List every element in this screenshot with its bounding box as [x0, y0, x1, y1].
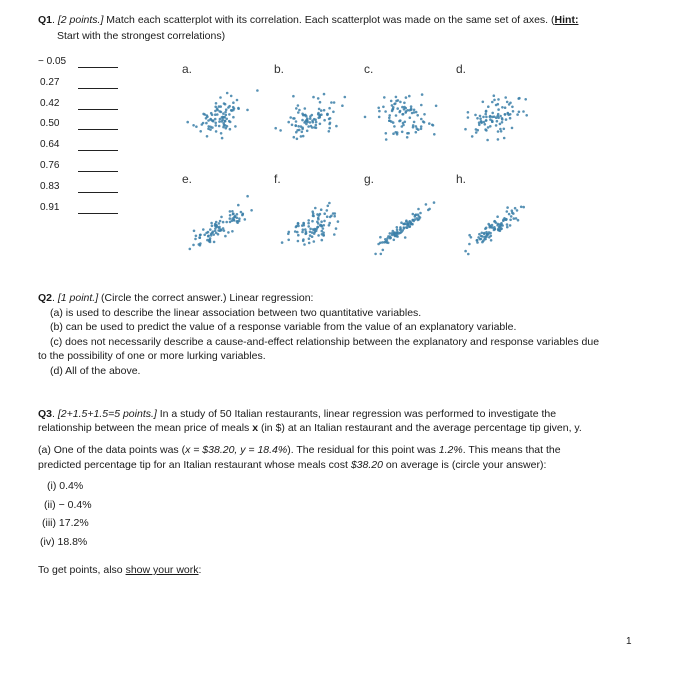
q3-heading: Q3. [2+1.5+1.5=5 points.] In a study of 50 Italian restaurants, linear regression was performed to investigate the — [38, 408, 557, 420]
q3-text-part: relationship between the mean price of meals — [38, 422, 253, 434]
answer-blank[interactable] — [78, 129, 118, 130]
plot-label: c. — [364, 62, 374, 76]
scatter-dots — [362, 80, 442, 150]
scatterplot-a — [180, 62, 260, 142]
q1-heading: Q1. [2 points.] Match each scatterplot with its correlation. Each scatterplot was made on the same set of axes. (Hint: — [38, 14, 579, 26]
plot-label: a. — [182, 62, 193, 76]
plot-label: d. — [456, 62, 467, 76]
q2-heading: Q2. [1 point.] (Circle the correct answer.) Linear regression: — [38, 292, 314, 304]
scatterplot-h — [454, 172, 534, 252]
correlation-row — [40, 160, 130, 176]
answer-blank[interactable] — [78, 192, 118, 193]
show-work-instruction — [38, 563, 201, 577]
scatter-dots — [272, 80, 352, 150]
q3a-text: predicted percentage tip for an Italian restaurant whose meals cost — [38, 459, 351, 471]
q3a-text: . This means that the — [462, 444, 561, 456]
scatterplot-c — [362, 62, 442, 142]
answer-blank[interactable] — [78, 88, 118, 89]
q3a-data-point: x = $38.20, y = 18.4% — [185, 444, 288, 456]
q2-option-a[interactable]: (a) is used to describe the linear association between two quantitative variables. — [50, 307, 422, 319]
correlation-value: − 0.05 — [38, 56, 67, 67]
scatter-dots — [454, 190, 534, 260]
plot-label: g. — [364, 172, 375, 186]
scatter-dots — [454, 80, 534, 150]
q3a-choice-i[interactable]: (i) 0.4% — [47, 480, 84, 492]
q3-text-part: (in $) at an Italian restaurant and the average percentage tip given, y. — [258, 422, 582, 434]
q2-points: [1 point.] — [57, 292, 99, 304]
scatter-dots — [180, 80, 260, 150]
q3a-text: on average is (circle your answer): — [382, 459, 547, 471]
scatter-dots — [272, 190, 352, 260]
scatterplot-b — [272, 62, 352, 142]
correlation-row — [40, 98, 130, 114]
q2-option-b[interactable]: (b) can be used to predict the value of a response variable from the value of an explanatory variable. — [50, 321, 517, 333]
q2-option-c-cont: to the possibility of one or more lurking variables. — [38, 350, 266, 362]
q3-variable-x: x — [252, 422, 259, 434]
q1-text: Match each scatterplot with its correlation. Each scatterplot was made on the same set of axes. ( — [103, 14, 555, 26]
scatterplot-d — [454, 62, 534, 142]
answer-blank[interactable] — [78, 150, 118, 151]
plot-label: h. — [456, 172, 467, 186]
correlation-value: 0.64 — [40, 139, 60, 150]
scatter-dots — [180, 190, 260, 260]
correlation-value: 0.76 — [40, 160, 60, 171]
correlation-row — [40, 77, 130, 93]
correlation-value: 0.91 — [40, 202, 60, 213]
q2-option-c[interactable]: (c) does not necessarily describe a cause-and-effect relationship between the explanatory and response variables due — [50, 336, 600, 348]
q3a-text: ). The residual for this point was — [287, 444, 439, 456]
plot-label: b. — [274, 62, 285, 76]
correlation-value: 0.50 — [40, 118, 60, 129]
correlation-value: 0.83 — [40, 181, 60, 192]
answer-blank[interactable] — [78, 213, 118, 214]
q1-points: [2 points.] — [57, 14, 104, 26]
scatter-dots — [362, 190, 442, 260]
q2-label: Q2 — [38, 292, 53, 304]
correlation-row — [40, 202, 130, 218]
correlation-value: 0.27 — [40, 77, 60, 88]
q1-hint: Hint: — [554, 14, 579, 26]
q3a-residual: 1.2% — [438, 444, 463, 456]
q3a-choice-iv[interactable]: (iv) 18.8% — [40, 536, 88, 548]
q3-label: Q3 — [38, 408, 53, 420]
q1-hint-text: Start with the strongest correlations) — [57, 30, 226, 42]
show-work-text: : — [198, 564, 202, 576]
q3a-line1 — [38, 443, 561, 457]
q3a-choice-iii[interactable]: (iii) 17.2% — [42, 517, 89, 529]
show-work-text: To get points, also — [38, 564, 126, 576]
q3-points: [2+1.5+1.5=5 points.] — [57, 408, 157, 420]
scatterplot-f — [272, 172, 352, 252]
correlation-value: 0.42 — [40, 98, 60, 109]
q3a-choice-ii[interactable]: (ii) − 0.4% — [44, 499, 92, 511]
plot-label: f. — [274, 172, 281, 186]
answer-blank[interactable] — [78, 67, 118, 68]
scatterplot-e — [180, 172, 260, 252]
q3-text: In a study of 50 Italian restaurants, linear regression was performed to investigate the — [156, 408, 557, 420]
q3-text-line2 — [38, 421, 582, 435]
q3a-price: $38.20 — [350, 459, 383, 471]
q3a-text: (a) One of the data points was ( — [38, 444, 186, 456]
scatterplot-g — [362, 172, 442, 252]
page-number: 1 — [626, 636, 632, 647]
q2-text: (Circle the correct answer.) Linear regression: — [98, 292, 314, 304]
correlation-row — [40, 56, 130, 72]
answer-blank[interactable] — [78, 171, 118, 172]
q1-label: Q1 — [38, 14, 53, 26]
correlation-row — [40, 139, 130, 155]
q3a-line2 — [38, 458, 546, 472]
q2-option-d[interactable]: (d) All of the above. — [50, 365, 141, 377]
correlation-row — [40, 118, 130, 134]
show-work-underlined: show your work — [125, 564, 199, 576]
plot-label: e. — [182, 172, 193, 186]
answer-blank[interactable] — [78, 109, 118, 110]
correlation-row — [40, 181, 130, 197]
